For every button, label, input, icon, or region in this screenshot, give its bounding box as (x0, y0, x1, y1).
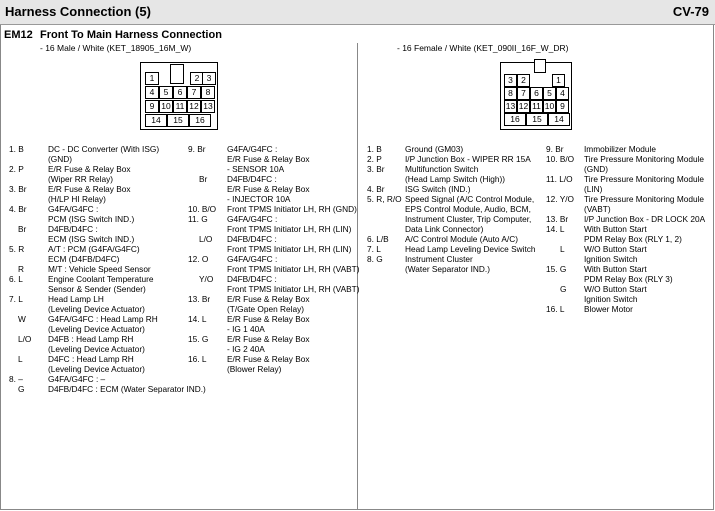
pin-number-color: 7. L (9, 294, 23, 304)
pin-number-color: 8. G (367, 254, 383, 264)
pin-number-color: 1. B (9, 144, 24, 154)
pin-list-row (188, 204, 358, 214)
male-connector-label: - 16 Male / White (KET_18905_16M_W) (40, 43, 192, 53)
pin-description: (GND) (48, 154, 72, 164)
pin-list-row (546, 194, 714, 204)
pin-description: Front TPMS Initiator LH, RH (LIN) (227, 244, 352, 254)
pin-list-row (9, 164, 189, 174)
pin-number-color: 14. L (188, 314, 207, 324)
pin-list-row (9, 224, 189, 234)
pin-description: PDM Relay Box (RLY 1, 2) (584, 234, 682, 244)
pin-description: Data Link Connector) (405, 224, 484, 234)
pin-number-color: 3. Br (367, 164, 385, 174)
pin-number-color: 5. R (9, 244, 25, 254)
connector-pin: 10 (159, 100, 173, 113)
pin-list-row (367, 174, 547, 184)
pin-list-row (9, 264, 189, 274)
connector-pin: 16 (189, 114, 211, 127)
pin-list-row (9, 284, 189, 294)
alt-wire-color: Y/O (199, 274, 214, 284)
pin-list-row (546, 174, 714, 184)
pin-list-row (367, 154, 547, 164)
connector-pin: 10 (544, 101, 555, 111)
female-pin-list-right (546, 144, 714, 314)
pin-description: A/C Control Module (Auto A/C) (405, 234, 518, 244)
pin-description: I/P Junction Box - WIPER RR 15A (405, 154, 531, 164)
connector-pin: 5 (543, 87, 556, 100)
connector-pin: 15 (167, 114, 189, 127)
pin-description: Ignition Switch (584, 254, 638, 264)
pin-number-color: 2. P (367, 154, 382, 164)
pin-description: (Head Lamp Switch (High)) (405, 174, 506, 184)
pin-list-row (9, 244, 189, 254)
pin-description: Instrument Cluster (405, 254, 473, 264)
pin-description: Front TPMS Initiator LH, RH (VABT) (227, 284, 360, 294)
connector-pin: 4 (556, 87, 569, 100)
pin-list-row (9, 334, 189, 344)
pin-list-row (546, 184, 714, 194)
pin-list-row (367, 254, 547, 264)
pin-list-row (9, 174, 189, 184)
pin-list-row (9, 204, 189, 214)
connector-pin: 9 (145, 100, 159, 113)
pin-list-row (9, 364, 189, 374)
pin-description: I/P Junction Box - DR LOCK 20A (584, 214, 706, 224)
female-pin-list-left (367, 144, 547, 274)
pin-description: ISG Switch (IND.) (405, 184, 471, 194)
pin-description: Tire Pressure Monitoring Module (584, 174, 705, 184)
pin-description: E/R Fuse & Relay Box (227, 184, 310, 194)
connector-pin: 1 (552, 74, 565, 87)
pin-list-row (188, 194, 358, 204)
pin-description: Multifunction Switch (405, 164, 479, 174)
connector-pin: 1 (145, 72, 159, 85)
pin-description: (GND) (584, 164, 608, 174)
pin-number-color: 1. B (367, 144, 382, 154)
pin-list-row (188, 174, 358, 184)
pin-list-row (188, 144, 358, 154)
pin-description: - INJECTOR 10A (227, 194, 291, 204)
pin-list-row (9, 154, 189, 164)
pin-description: EPS Control Module, Audio, BCM, (405, 204, 531, 214)
pin-number-color: 7. L (367, 244, 381, 254)
pin-list-row (188, 334, 358, 344)
pin-description: Front TPMS Initiator LH, RH (LIN) (227, 224, 352, 234)
pin-description: (T/Gate Open Relay) (227, 304, 305, 314)
pin-description: Front TPMS Initiator LH, RH (GND) (227, 204, 357, 214)
pin-description: Speed Signal (A/C Control Module, (405, 194, 535, 204)
pin-list-row (188, 274, 358, 284)
pin-list-row (546, 294, 714, 304)
pin-list-row (546, 244, 714, 254)
male-connector-diagram (140, 62, 220, 132)
pin-description: Front TPMS Initiator LH, RH (VABT) (227, 264, 360, 274)
pin-description: Tire Pressure Monitoring Module (584, 154, 705, 164)
pin-list-row (9, 274, 189, 284)
pin-list-row (188, 234, 358, 244)
alt-wire-color: L (18, 354, 23, 364)
male-pin-list-right (188, 144, 358, 374)
connector-pin: 14 (548, 113, 570, 126)
female-connector-diagram (500, 62, 574, 132)
pin-list-row (546, 304, 714, 314)
pin-list-row (367, 204, 547, 214)
connector-pin: 16 (504, 113, 526, 126)
pin-list-row (9, 304, 189, 314)
connector-pin: 6 (530, 87, 543, 100)
pin-list-row (546, 164, 714, 174)
pin-number-color: 11. G (188, 214, 208, 224)
pin-list-row (9, 344, 189, 354)
alt-wire-color: W (18, 314, 26, 324)
male-connector-key (170, 64, 184, 84)
pin-description: E/R Fuse & Relay Box (48, 164, 131, 174)
connector-pin: 14 (145, 114, 167, 127)
pin-list-row (188, 294, 358, 304)
pin-list-row (188, 214, 358, 224)
alt-wire-color: L (560, 244, 565, 254)
pin-list-row (9, 254, 189, 264)
pin-number-color: 15. G (546, 264, 567, 274)
pin-description: (VABT) (584, 204, 611, 214)
pin-description: G4FA/G4FC : – (48, 374, 106, 384)
pin-list-row (9, 384, 206, 394)
pin-list-row (546, 234, 714, 244)
pin-list-row (188, 344, 358, 354)
pin-list-row (367, 214, 547, 224)
pin-list-row (367, 224, 547, 234)
pin-description: (LIN) (584, 184, 603, 194)
alt-wire-color: G (560, 284, 567, 294)
pin-number-color: 15. G (188, 334, 209, 344)
connector-pin: 11 (530, 100, 543, 113)
pin-list-row (546, 264, 714, 274)
pin-list-row (188, 184, 358, 194)
pin-description: (Blower Relay) (227, 364, 282, 374)
pin-description: (Wiper RR Relay) (48, 174, 113, 184)
pin-list-row (188, 284, 358, 294)
pin-list-row (9, 194, 189, 204)
pin-description: G4FA/G4FC : Head Lamp RH (48, 314, 158, 324)
pin-list-row (188, 154, 358, 164)
pin-description: Head Lamp Leveling Device Switch (405, 244, 536, 254)
pin-description: Blower Motor (584, 304, 633, 314)
pin-description: Engine Coolant Temperature (48, 274, 154, 284)
pin-list-row (367, 184, 547, 194)
pin-list-row (367, 194, 547, 204)
pin-description: Tire Pressure Monitoring Module (584, 194, 705, 204)
pin-list-row (546, 274, 714, 284)
pin-description: G4FA/G4FC : (227, 144, 278, 154)
pin-list-row (9, 374, 189, 384)
pin-list-row (188, 324, 358, 334)
pin-description: E/R Fuse & Relay Box (227, 354, 310, 364)
pin-description: Head Lamp LH (48, 294, 104, 304)
connector-pin: 3 (504, 74, 517, 87)
pin-description: E/R Fuse & Relay Box (48, 184, 131, 194)
pin-number-color: 16. L (546, 304, 565, 314)
pin-list-row (188, 364, 358, 374)
pin-list-row (9, 234, 189, 244)
pin-list-row (546, 204, 714, 214)
pin-description: Sensor & Sender (Sender) (48, 284, 146, 294)
connector-pin: 7 (517, 87, 530, 100)
connector-pin: 9 (556, 100, 569, 113)
connector-pin: 2 (517, 74, 530, 87)
pin-list-row (367, 164, 547, 174)
pin-description: (Leveling Device Actuator) (48, 324, 145, 334)
pin-list-row (9, 354, 189, 364)
pin-list-row (9, 314, 189, 324)
pin-description: D4FB/D4FC : ECM (Water Separator IND.) (48, 384, 206, 394)
pin-description: (Water Separator IND.) (405, 264, 490, 274)
pin-description: W/O Button Start (584, 244, 647, 254)
pin-description: Ground (GM03) (405, 144, 464, 154)
page-header (0, 0, 715, 25)
pin-number-color: 2. P (9, 164, 24, 174)
pin-list-row (546, 214, 714, 224)
pin-list-row (9, 184, 189, 194)
pin-number-color: 14. L (546, 224, 565, 234)
connector-pin: 4 (145, 86, 159, 99)
pin-description: (Leveling Device Actuator) (48, 344, 145, 354)
connector-code: EM12 (4, 29, 33, 41)
connector-pin: 7 (187, 86, 201, 99)
connector-pin: 2 (190, 72, 204, 85)
female-connector-key (534, 59, 546, 73)
pin-description: Instrument Cluster, Trip Computer, (405, 214, 532, 224)
alt-wire-color: R (18, 264, 24, 274)
connector-pin: 13 (201, 100, 215, 113)
pin-list-row (188, 164, 358, 174)
pin-list-row (188, 244, 358, 254)
pin-number-color: 9. Br (188, 144, 206, 154)
pin-description: PDM Relay Box (RLY 3) (584, 274, 673, 284)
pin-list-row (9, 324, 189, 334)
pin-description: A/T : PCM (G4FA/G4FC) (48, 244, 140, 254)
pin-number-color: 12. O (188, 254, 209, 264)
pin-number-color: 10. B/O (188, 204, 217, 214)
pin-list-row (188, 224, 358, 234)
pin-list-row (9, 144, 189, 154)
pin-description: D4FB/D4FC : (227, 274, 277, 284)
pin-number-color: 4. Br (9, 204, 27, 214)
section-title: Front To Main Harness Connection (40, 29, 222, 41)
alt-wire-color: L/O (199, 234, 213, 244)
pin-description: Immobilizer Module (584, 144, 656, 154)
pin-number-color: 4. Br (367, 184, 385, 194)
pin-number-color: 13. Br (546, 214, 569, 224)
pin-description: D4FB : Head Lamp RH (48, 334, 134, 344)
pin-description: - SENSOR 10A (227, 164, 285, 174)
connector-pin: 5 (159, 86, 173, 99)
pin-number-color: 9. Br (546, 144, 564, 154)
pin-description: D4FB/D4FC : (227, 174, 277, 184)
pin-list-row (188, 314, 358, 324)
pin-number-color: 6. L (9, 274, 23, 284)
pin-description: G4FA/G4FC : (227, 214, 278, 224)
connector-pin: 11 (173, 100, 187, 113)
pin-list-row (546, 154, 714, 164)
pin-description: DC - DC Converter (With ISG) (48, 144, 160, 154)
pin-number-color: 8. – (9, 374, 23, 384)
pin-description: (H/LP HI Relay) (48, 194, 106, 204)
pin-description: Ignition Switch (584, 294, 638, 304)
pin-description: PCM (ISG Switch IND.) (48, 214, 135, 224)
alt-wire-color: Br (18, 224, 27, 234)
pin-list-row (367, 144, 547, 154)
pin-description: With Button Start (584, 264, 647, 274)
pin-list-row (188, 264, 358, 274)
pin-list-row (367, 234, 547, 244)
pin-description: D4FB/D4FC : (227, 234, 277, 244)
connector-pin: 12 (187, 100, 201, 113)
pin-list-row (367, 264, 547, 274)
pin-description: E/R Fuse & Relay Box (227, 314, 310, 324)
pin-description: G4FA/G4FC : (48, 204, 99, 214)
alt-wire-color: G (18, 384, 25, 394)
pin-number-color: 5. R, R/O (367, 194, 402, 204)
pin-number-color: 10. B/O (546, 154, 575, 164)
pin-description: W/O Button Start (584, 284, 647, 294)
pin-list-row (546, 284, 714, 294)
pin-number-color: 16. L (188, 354, 207, 364)
pin-number-color: 12. Y/O (546, 194, 574, 204)
pin-list-row (546, 224, 714, 234)
connector-pin: 3 (202, 72, 216, 85)
pin-number-color: 13. Br (188, 294, 211, 304)
pin-number-color: 3. Br (9, 184, 27, 194)
pin-list-row (9, 294, 189, 304)
connector-pin: 12 (518, 101, 529, 111)
pin-description: ECM (ISG Switch IND.) (48, 234, 135, 244)
connector-pin: 15 (526, 113, 548, 126)
page-title: Harness Connection (5) (5, 4, 151, 19)
connector-pin: 8 (201, 86, 215, 99)
pin-list-row (188, 304, 358, 314)
connector-pin: 8 (504, 87, 517, 100)
connector-pin: 6 (173, 86, 187, 99)
female-connector-label: - 16 Female / White (KET_090II_16F_W_DR) (397, 43, 569, 53)
alt-wire-color: Br (199, 174, 208, 184)
pin-description: G4FA/G4FC : (227, 254, 278, 264)
page-number: CV-79 (672, 4, 709, 19)
pin-list-row (546, 144, 714, 154)
pin-description: (Leveling Device Actuator) (48, 304, 145, 314)
alt-wire-color: L/O (18, 334, 32, 344)
pin-list-row (367, 244, 547, 254)
connector-pin: 13 (505, 101, 516, 111)
pin-list-row (546, 254, 714, 264)
pin-list-row (188, 354, 358, 364)
pin-list-row (9, 214, 189, 224)
pin-description: E/R Fuse & Relay Box (227, 154, 310, 164)
pin-description: With Button Start (584, 224, 647, 234)
pin-description: E/R Fuse & Relay Box (227, 294, 310, 304)
pin-description: D4FB/D4FC : (48, 224, 98, 234)
pin-list-row (188, 254, 358, 264)
pin-number-color: 11. L/O (546, 174, 573, 184)
pin-description: - IG 2 40A (227, 344, 265, 354)
pin-description: - IG 1 40A (227, 324, 265, 334)
pin-description: M/T : Vehicle Speed Sensor (48, 264, 151, 274)
pin-description: ECM (D4FB/D4FC) (48, 254, 120, 264)
pin-description: D4FC : Head Lamp RH (48, 354, 134, 364)
pin-number-color: 6. L/B (367, 234, 389, 244)
pin-description: (Leveling Device Actuator) (48, 364, 145, 374)
pin-description: E/R Fuse & Relay Box (227, 334, 310, 344)
